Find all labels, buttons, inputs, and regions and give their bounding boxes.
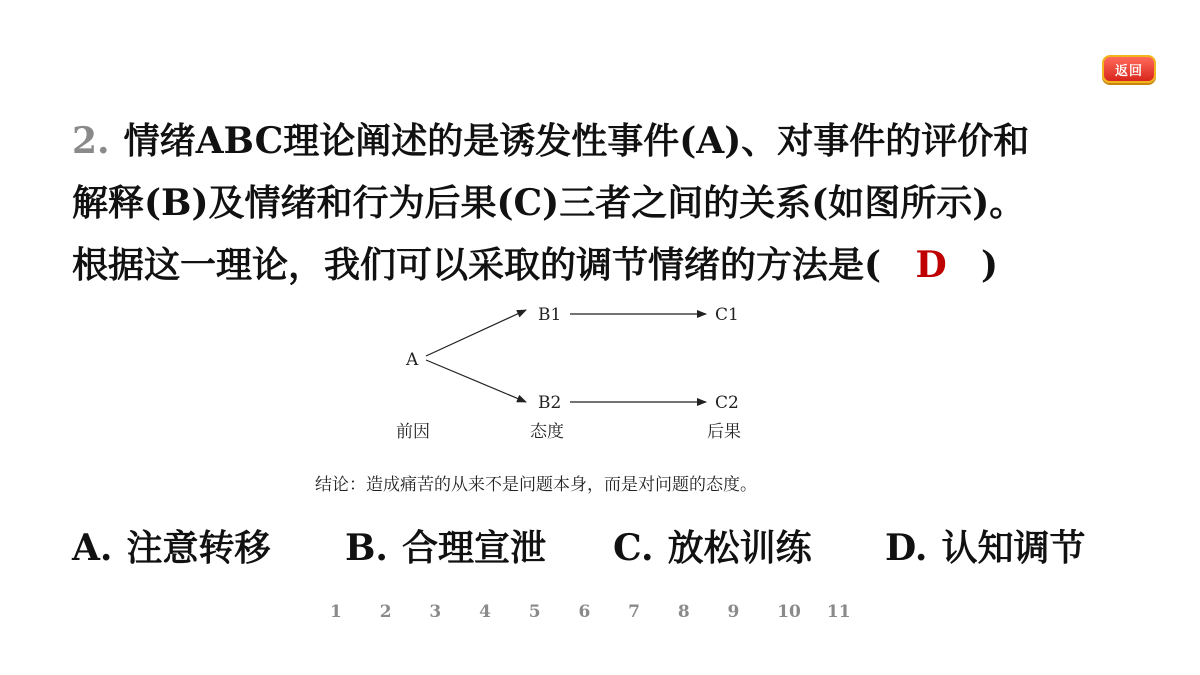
answer-slot xyxy=(881,234,981,296)
page-link-5[interactable]: 5 xyxy=(528,602,541,622)
question-line-1: 情绪ABC理论阐述的是诱发性事件(A)、对事件的评价和 xyxy=(123,120,1030,162)
diagram-label-cause: 前因 xyxy=(396,422,430,442)
arrow-a-b2 xyxy=(426,360,526,402)
answer-text: D xyxy=(915,244,947,286)
conclusion-text: 结论：造成痛苦的从来不是问题本身，而是对问题的态度。 xyxy=(315,475,757,495)
question-text xyxy=(72,110,1132,296)
page-link-2[interactable]: 2 xyxy=(379,602,392,622)
option-text: 合理宣泄 xyxy=(401,527,546,569)
page-navigation xyxy=(330,602,877,626)
diagram-node-c2: C2 xyxy=(715,393,739,413)
page-link-7[interactable]: 7 xyxy=(628,602,640,622)
page-link-3[interactable]: 3 xyxy=(429,602,442,622)
option-letter: B. xyxy=(345,527,388,569)
page-link-11[interactable]: 11 xyxy=(826,602,851,622)
option-b[interactable] xyxy=(345,520,613,576)
back-button[interactable]: 返回 xyxy=(1102,55,1156,83)
question-line-3: 根据这一理论，我们可以采取的调节情绪的方法是( xyxy=(72,244,882,286)
diagram-node-b2: B2 xyxy=(538,393,562,413)
arrow-a-b1 xyxy=(426,310,526,356)
option-d[interactable] xyxy=(885,520,1085,576)
diagram-node-a: A xyxy=(406,350,419,370)
diagram-label-attitude: 态度 xyxy=(530,422,564,442)
option-text: 认知调节 xyxy=(941,527,1086,569)
question-line-2: 解释(B)及情绪和行为后果(C)三者之间的关系(如图所示)。 xyxy=(72,182,1026,224)
option-letter: C. xyxy=(613,527,654,569)
option-text: 放松训练 xyxy=(667,527,812,569)
answer-options xyxy=(72,520,1132,576)
option-letter: A. xyxy=(72,527,113,569)
question-number: 2. xyxy=(72,120,110,162)
option-a[interactable] xyxy=(72,520,345,576)
option-letter: D. xyxy=(885,527,928,569)
page-link-10[interactable]: 10 xyxy=(777,602,801,622)
page-link-1[interactable]: 1 xyxy=(330,602,342,622)
abc-diagram xyxy=(390,298,790,448)
page-link-6[interactable]: 6 xyxy=(578,602,591,622)
page-link-4[interactable]: 4 xyxy=(479,602,491,622)
option-c[interactable] xyxy=(613,520,885,576)
page-link-8[interactable]: 8 xyxy=(677,602,690,622)
diagram-node-c1: C1 xyxy=(715,305,739,325)
diagram-node-b1: B1 xyxy=(538,305,562,325)
question-line-3-close: ) xyxy=(981,244,999,286)
page-link-9[interactable]: 9 xyxy=(727,602,740,622)
option-text: 注意转移 xyxy=(126,527,271,569)
diagram-label-result: 后果 xyxy=(707,422,741,442)
